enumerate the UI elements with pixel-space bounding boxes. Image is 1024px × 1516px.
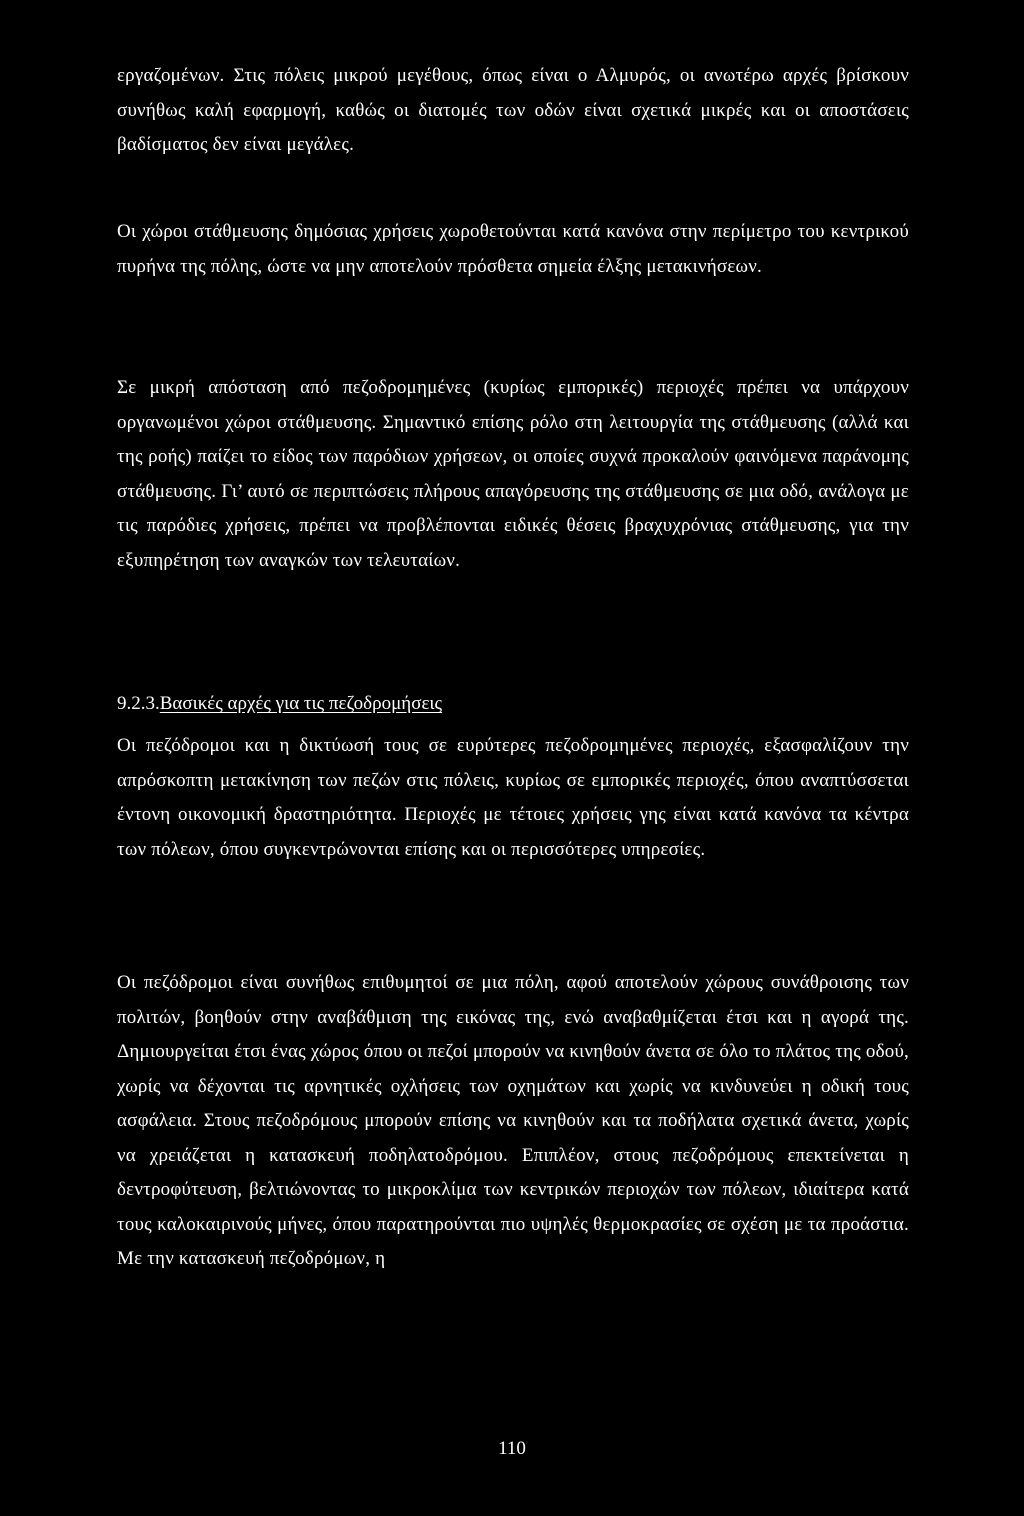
section-heading bbox=[117, 687, 442, 721]
page-number: 110 bbox=[498, 1438, 526, 1459]
paragraph-pedestrian-networks: Οι πεζόδρομοι και η δικτύωσή τους σε ευρύτερες πεζοδρομημένες περιοχές, εξασφαλίζουν την απρόσκοπτη μετακίνηση των πεζών στις πόλεις, κυρίως σε εμπορικές περιοχές, όπου αναπτύσσεται έντονη οικονομική δραστηριότητα. Περιοχές με τέτοιες χρήσεις γης είναι κατά κανόνα τα κέντρα των πόλεων, όπου συγκεντρώνονται επίσης και οι περισσότερες υπηρεσίες. bbox=[117, 735, 909, 860]
section-title: Βασικές αρχές για τις πεζοδρομήσεις bbox=[159, 693, 443, 714]
paragraph-parking-perimeter: Οι χώροι στάθμευσης δημόσιας χρήσεις χωροθετούνται κατά κανόνα στην περίμετρο του κεντρικού πυρήνα της πόλης, ώστε να μην αποτελούν πρόσθετα σημεία έλξης μετακινήσεων. bbox=[117, 221, 909, 277]
section-number: 9.2.3. bbox=[117, 693, 160, 714]
paragraph-pedestrian-benefits: Οι πεζόδρομοι είναι συνήθως επιθυμητοί σε μια πόλη, αφού αποτελούν χώρους συνάθροισης των πολιτών, βοηθούν στην αναβάθμιση της εικόνας της, ενώ αναβαθμίζεται έτσι και η αγορά της. Δημιουργείται έτσι ένας χώρος όπου οι πεζοί μπορούν να κινηθούν άνετα σε όλο το πλάτος της οδού, χωρίς να δέχονται τις αρνητικές οχλήσεις των οχημάτων και χωρίς να κινδυνεύει η οδική τους ασφάλεια. Στους πεζοδρόμους μπορούν επίσης να κινηθούν και τα ποδήλατα σχετικά άνετα, χωρίς να χρειάζεται η κατασκευή ποδηλατοδρόμου. Επιπλέον, στους πεζοδρόμους επεκτείνεται η δεντροφύτευση, βελτιώνοντας το μικροκλίμα των κεντρικών περιοχών των πόλεων, ιδιαίτερα κατά τους καλοκαιρινούς μήνες, όπου παρατηρούνται πιο υψηλές θερμοκρασίες σε σχέση με τα προάστια. Με την κατασκευή πεζοδρόμων, η bbox=[117, 972, 909, 1269]
paragraph-continuation: εργαζομένων. Στις πόλεις μικρού μεγέθους, όπως είναι ο Αλμυρός, οι ανωτέρω αρχές βρίσκουν συνήθως καλή εφαρμογή, καθώς οι διατομές των οδών είναι σχετικά μικρές και οι αποστάσεις βαδίσματος δεν είναι μεγάλες. bbox=[117, 65, 909, 155]
paragraph-parking-pedestrian-areas: Σε μικρή απόσταση από πεζοδρομημένες (κυρίως εμπορικές) περιοχές πρέπει να υπάρχουν οργανωμένοι χώροι στάθμευσης. Σημαντικό επίσης ρόλο στη λειτουργία της στάθμευσης (αλλά και της ροής) παίζει το είδος των παρόδιων χρήσεων, οι οποίες συχνά προκαλούν φαινόμενα παράνομης στάθμευσης. Γι’ αυτό σε περιπτώσεις πλήρους απαγόρευσης της στάθμευσης σε μια οδό, ανάλογα με τις παρόδιες χρήσεις, πρέπει να προβλέπονται ειδικές θέσεις βραχυχρόνιας στάθμευσης, για την εξυπηρέτηση των αναγκών των τελευταίων. bbox=[117, 377, 909, 571]
